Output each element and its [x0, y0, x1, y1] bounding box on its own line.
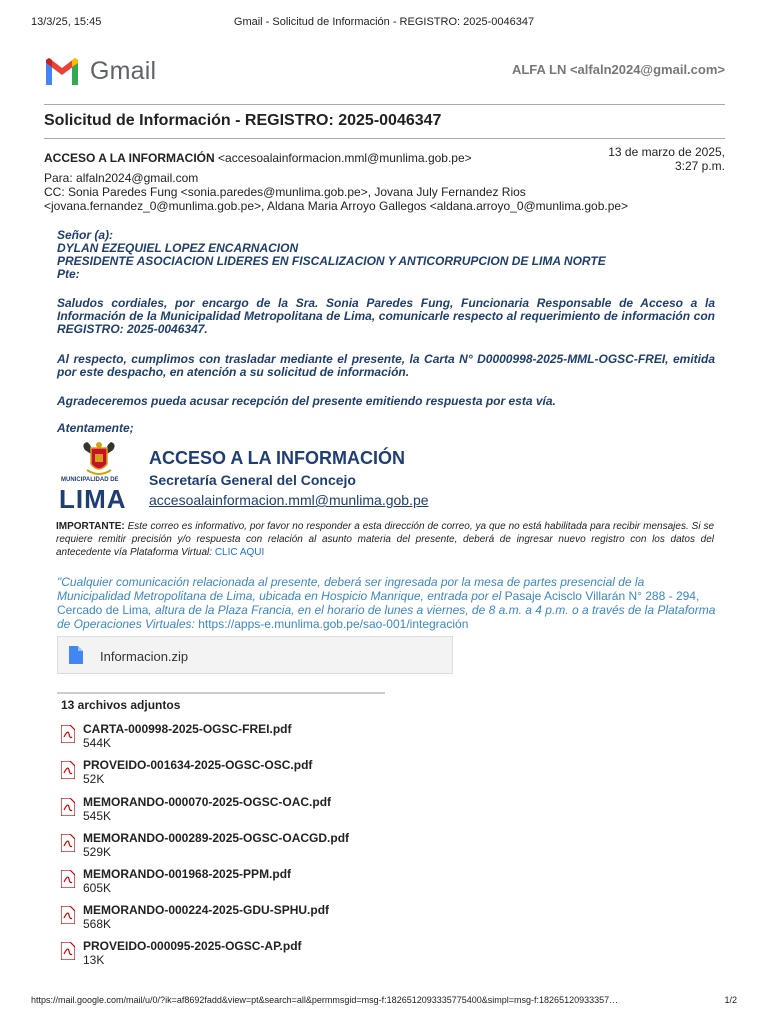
attachment-name: MEMORANDO-001968-2025-PPM.pdf: [83, 867, 292, 881]
note-text-2: , altura de la Plaza Francia, en el horario de lunes a viernes, de 8 a.m. a 4 p.m. o a través de la Plataforma de Operaciones Virtuales:: [57, 603, 716, 631]
header-divider: [44, 104, 725, 105]
lima-coat-of-arms-icon: [77, 440, 121, 480]
email-date-line2: 3:27 p.m.: [674, 159, 725, 173]
email-subject: Solicitud de Información - REGISTRO: 2025-0046347: [44, 112, 442, 129]
attachment-name: MEMORANDO-000224-2025-GDU-SPHU.pdf: [83, 903, 330, 917]
sender-name: ACCESO A LA INFORMACIÓN: [44, 151, 215, 165]
account-label: ALFA LN <alfaln2024@gmail.com>: [511, 62, 725, 77]
attachment-name: MEMORANDO-000070-2025-OGSC-OAC.pdf: [83, 795, 332, 809]
salutation-line3: PRESIDENTE ASOCIACION LIDERES EN FISCALIZACION Y ANTICORRUPCION DE LIMA NORTE: [57, 254, 606, 268]
print-footer-url: https://mail.google.com/mail/u/0/?ik=af8692fadd&view=pt&search=all&permmsgid=msg-f:1826512093335775400&simpl=msg-f:18265120933357…: [31, 995, 619, 1005]
gmail-logo-text: Gmail: [90, 56, 157, 85]
muni-label: MUNICIPALIDAD DE: [61, 477, 119, 483]
attachment-name: PROVEIDO-001634-2025-OGSC-OSC.pdf: [83, 758, 313, 772]
sender-address: <accesoalainformacion.mml@munlima.gob.pe>: [218, 151, 472, 165]
submission-note: [57, 575, 717, 631]
address-link[interactable]: Pasaje Acisclo Villarán N° 288 - 294, Cercado de Lima: [57, 589, 700, 617]
zip-attachment-name: Informacion.zip: [100, 649, 189, 664]
signature-block: [57, 440, 477, 512]
salutation-line1: Señor (a):: [57, 228, 114, 242]
attachment-name: MEMORANDO-000289-2025-OGSC-OACGD.pdf: [83, 831, 350, 845]
attachment-size: 52K: [83, 772, 105, 786]
attachment-size: 605K: [83, 881, 112, 895]
email-date-line1: 13 de marzo de 2025,: [608, 145, 725, 159]
subject-divider: [44, 138, 725, 139]
attachment-name: PROVEIDO-000095-2025-OGSC-AP.pdf: [83, 939, 302, 953]
print-datetime: 13/3/25, 15:45: [31, 16, 102, 28]
attachment-size: 545K: [83, 809, 112, 823]
salutation-line4: Pte:: [57, 267, 80, 281]
note-text-1: "Cualquier comunicación relacionada al presente, deberá ser ingresada por la mesa de partes presencial de la Municipalidad Metropolitana de Lima, ubicada en Hospicio Manrique, entrada por el: [57, 575, 645, 603]
attachments-divider: [57, 692, 385, 694]
gmail-logo[interactable]: [43, 55, 156, 87]
important-text: Este correo es informativo, por favor no responder a esta dirección de correo, ya que no está habilitada para recibir mensajes. Si se requiere remitir precisión y/o respuesta con relación al asunto materia del presente, deberá de ingresar nuevo registro con los datos del antecedente vía Plataforma Virtual:: [56, 521, 714, 558]
body-paragraph-2: Al respecto, cumplimos con trasladar mediante el presente, la Carta N° D0000998-2025-MML-OGSC-FREI, emitida por este despacho, en atención a su solicitud de información.: [57, 352, 715, 379]
pdf-icon: [61, 761, 75, 779]
signature-email-link[interactable]: accesoalainformacion.mml@munlima.gob.pe: [149, 492, 429, 508]
pdf-icon: [61, 906, 75, 924]
body-paragraph-1: Saludos cordiales, por encargo de la Sra. Sonia Paredes Fung, Funcionaria Responsable de Acceso a la Información de la Municipalidad Metropolitana de Lima, comunicarle respecto al requerimiento de información con REGISTRO: 2025-0046347.: [57, 296, 715, 336]
print-footer-page: 1/2: [724, 995, 737, 1005]
zip-attachment[interactable]: [57, 636, 453, 674]
sender: [44, 151, 472, 165]
attachment-size: 568K: [83, 917, 112, 931]
pdf-icon: [61, 870, 75, 888]
platform-url-link[interactable]: https://apps-e.munlima.gob.pe/sao-001/integración: [198, 617, 469, 631]
attachment-size: 13K: [83, 953, 105, 967]
signature-title: ACCESO A LA INFORMACIÓN: [149, 448, 405, 468]
print-title: Gmail - Solicitud de Información - REGISTRO: 2025-0046347: [233, 16, 535, 28]
salutation-line2: DYLAN EZEQUIEL LOPEZ ENCARNACION: [57, 241, 299, 255]
clic-aqui-link[interactable]: CLIC AQUI: [214, 547, 265, 558]
recipient-to: Para: alfaln2024@gmail.com: [44, 171, 199, 185]
recipient-cc-line1: CC: Sonia Paredes Fung <sonia.paredes@munlima.gob.pe>, Jovana July Fernandez Rios: [44, 185, 526, 199]
signature-subtitle: Secretaría General del Concejo: [149, 472, 356, 488]
pdf-icon: [61, 942, 75, 960]
lima-wordmark: LIMA: [59, 484, 127, 514]
gmail-m-icon: [43, 57, 81, 85]
recipient-cc-line2: <jovana.fernandez_0@munlima.gob.pe>, Aldana Maria Arroyo Gallegos <aldana.arroyo_0@munlima.gob.pe>: [44, 199, 629, 213]
important-notice: [56, 520, 714, 559]
closing: Atentamente;: [57, 421, 134, 435]
body-paragraph-3: Agradeceremos pueda acusar recepción del presente emitiendo respuesta por esta vía.: [57, 394, 556, 408]
pdf-icon: [61, 725, 75, 743]
attachment-size: 529K: [83, 845, 112, 859]
email-date: [608, 145, 725, 173]
file-icon: [69, 646, 83, 664]
pdf-icon: [61, 834, 75, 852]
important-label: IMPORTANTE:: [56, 521, 125, 532]
attachment-size: 544K: [83, 736, 112, 750]
attachment-name: CARTA-000998-2025-OGSC-FREI.pdf: [83, 722, 292, 736]
salutation: [57, 229, 715, 281]
attachments-count: 13 archivos adjuntos: [61, 698, 181, 712]
pdf-icon: [61, 798, 75, 816]
